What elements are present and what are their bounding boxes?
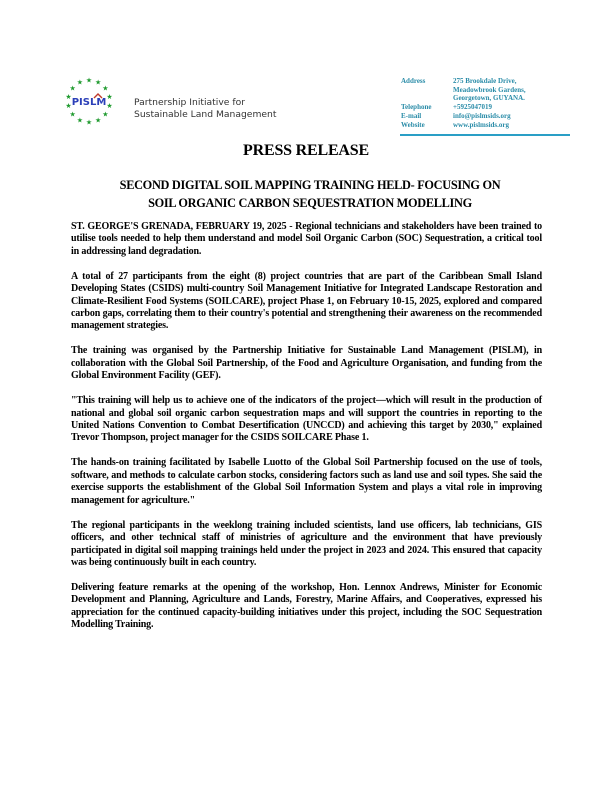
org-name-line1: Partnership Initiative for [134, 97, 245, 108]
logo-star-icon: ★ [94, 78, 102, 87]
article-body [71, 221, 542, 644]
paragraph: "This training will help us to achieve one of the indicators of the project—which will result in the production of national and global soil organic carbon sequestration maps and will support the countries in reporting to the United Nations Convention to Combat Desertification (UNCCD) and achieving this target by 2030," explained Trevor Thompson, project manager for the CSIDS SOILCARE Phase 1. [71, 395, 542, 444]
paragraph-lead [71, 221, 542, 258]
document-title: PRESS RELEASE [243, 142, 369, 159]
logo-star-icon: ★ [76, 116, 84, 125]
paragraph: Delivering feature remarks at the opening of the workshop, Hon. Lennox Andrews, Minister for Economic Development and Planning, Agriculture and Lands, Forestry, Marine Affairs, and Cooperatives, expressed his appreciation for the continued capacity-building initiatives under this project, including the SOC Sequestration Modelling Training. [71, 581, 542, 631]
lead-text: Regional technicians and stakeholders have been trained to utilise tools needed to help them understand and model Soil Organic Carbon (SOC) Sequestration, a critical tool in addressing land degradation. [71, 221, 542, 257]
paragraph: The training was organised by the Partnership Initiative for Sustainable Land Management (PISLM), in collaboration with the Global Soil Partnership, of the Food and Agriculture Organisation, and funding from the Global Environment Facility (GEF). [71, 345, 542, 382]
stars-circle-logo-icon [64, 76, 114, 126]
address-line2: Meadowbrook Gardens, [453, 85, 526, 94]
logo-star-icon: ★ [85, 76, 93, 85]
logo-star-icon: ★ [102, 110, 109, 119]
email-label: E-mail [401, 111, 422, 120]
logo-star-icon: ★ [106, 92, 113, 101]
paragraph: The hands-on training facilitated by Isabelle Luotto of the Global Soil Partnership focused on the use of tools, software, and methods to calculate carbon stocks, considering factors such as land use and soil types. She said the exercise supports the establishment of the Global Soil Information System and plays a vital role in improving management for agriculture." [71, 457, 542, 506]
email-link[interactable]: info@pislmsids.org [453, 111, 511, 120]
address-label: Address [401, 77, 426, 85]
header-divider [400, 134, 570, 136]
address-line3: Georgetown, GUYANA. [453, 94, 525, 103]
website-link[interactable]: www.pislmsids.org [453, 120, 510, 129]
telephone-label: Telephone [401, 103, 432, 112]
svg-text:PISLM: PISLM [71, 97, 107, 108]
website-label: Website [401, 120, 425, 129]
address-line1: 275 Brookdale Drive, [453, 77, 517, 85]
pislm-logo [64, 76, 114, 126]
paragraph: The regional participants in the weeklong training included scientists, land use officers, lab technicians, GIS officers, and other technical staff of ministries of agriculture and the environment that have previously participated in digital soil mapping trainings held under the project in 2023 and 2024. This ensured that capacity was being continuously built in each country. [71, 519, 542, 568]
headline-line1: SECOND DIGITAL SOIL MAPPING TRAINING HELD- FOCUSING ON [119, 178, 501, 192]
paragraph: A total of 27 participants from the eight (8) project countries that are part of the Caribbean Small Island Developing States (CSIDS) multi-country Soil Management Initiative for Integrated Landscape Restoration and Climate-Resilient Food Systems (SOILCARE), project Phase 1, on February 10-15, 2025, explored and compared carbon gaps, correlating them to their country's potential and strengthening their awareness on the recommended management strategies. [71, 270, 542, 332]
logo-star-icon: ★ [85, 118, 93, 126]
logo-star-icon: ★ [76, 78, 84, 87]
logo-star-icon: ★ [69, 110, 76, 119]
headline [60, 176, 560, 212]
logo-star-icon: ★ [106, 102, 113, 111]
logo-star-icon: ★ [69, 84, 76, 93]
headline-line2: SOIL ORGANIC CARBON SEQUESTRATION MODELLING [148, 196, 472, 210]
telephone-value: +5925047019 [453, 103, 492, 112]
org-name [134, 97, 276, 121]
org-name-line2: Sustainable Land Management [134, 109, 277, 120]
contact-block [401, 77, 526, 129]
dateline: ST. GEORGE'S GRENADA, FEBRUARY 19, 2025 - [71, 221, 293, 232]
logo-star-icon: ★ [65, 92, 72, 101]
logo-star-icon: ★ [65, 102, 72, 111]
logo-star-icon: ★ [102, 84, 109, 93]
logo-star-icon: ★ [94, 116, 102, 125]
